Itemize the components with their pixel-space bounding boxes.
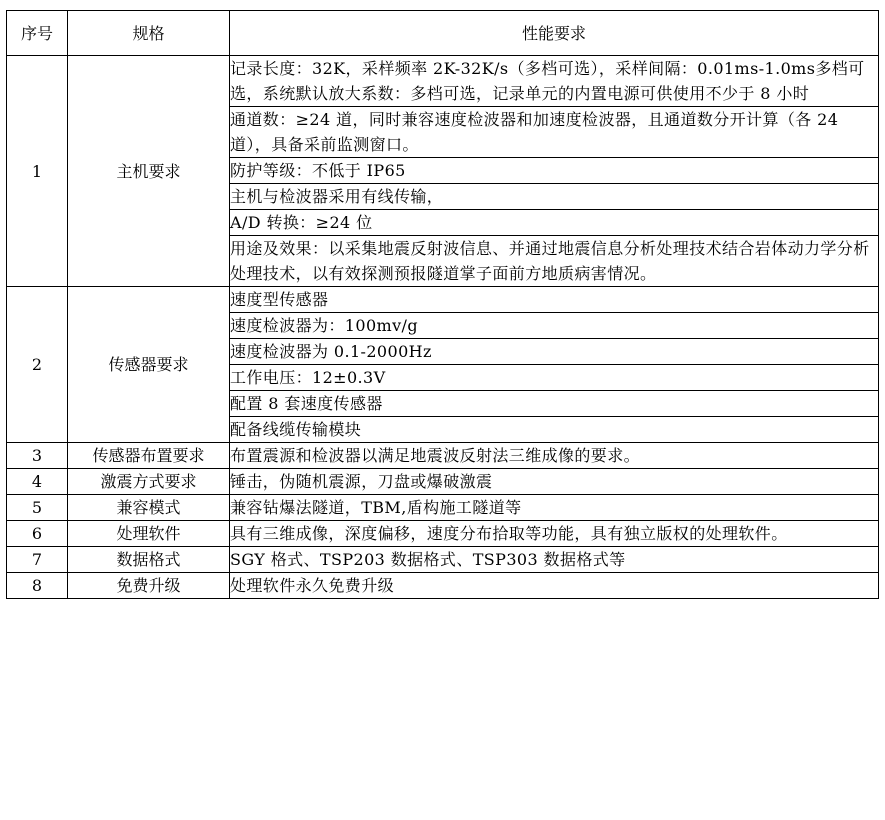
spec-table (6, 10, 879, 599)
spec-name: 数据格式 (68, 547, 230, 573)
row-index: 3 (7, 443, 68, 469)
table-row (7, 287, 879, 313)
spec-name: 主机要求 (68, 56, 230, 287)
table-row (7, 56, 879, 107)
requirement-text: 工作电压：12±0.3V (230, 365, 879, 391)
requirement-text: 主机与检波器采用有线传输， (230, 184, 879, 210)
row-index: 6 (7, 521, 68, 547)
spec-name: 传感器布置要求 (68, 443, 230, 469)
row-index: 1 (7, 56, 68, 287)
requirement-text: 防护等级：不低于 IP65 (230, 158, 879, 184)
requirement-text: 速度检波器为 0.1-2000Hz (230, 339, 879, 365)
spec-table-body (7, 56, 879, 599)
table-row (7, 573, 879, 599)
table-row (7, 521, 879, 547)
requirement-text: 配置 8 套速度传感器 (230, 391, 879, 417)
requirement-text: 速度检波器为：100mv/g (230, 313, 879, 339)
requirement-text: 速度型传感器 (230, 287, 879, 313)
table-row (7, 443, 879, 469)
row-index: 4 (7, 469, 68, 495)
requirement-text: 用途及效果：以采集地震反射波信息、并通过地震信息分析处理技术结合岩体动力学分析处理技术，以有效探测预报隧道掌子面前方地质病害情况。 (230, 236, 879, 287)
spec-name: 激震方式要求 (68, 469, 230, 495)
table-row (7, 469, 879, 495)
requirement-text: 记录长度：32K，采样频率 2K-32K/s（多档可选），采样间隔：0.01ms-1.0ms多档可选，系统默认放大系数：多档可选，记录单元的内置电源可供使用不少于 8 小时 (230, 56, 879, 107)
spec-name: 传感器要求 (68, 287, 230, 443)
table-row (7, 495, 879, 521)
table-row (7, 547, 879, 573)
requirement-text: 通道数：≥24 道，同时兼容速度检波器和加速度检波器，且通道数分开计算（各 24 道），具备采前监测窗口。 (230, 107, 879, 158)
requirement-text: 兼容钻爆法隧道，TBM,盾构施工隧道等 (230, 495, 879, 521)
spec-name: 处理软件 (68, 521, 230, 547)
spec-name: 免费升级 (68, 573, 230, 599)
requirement-text: A/D 转换：≥24 位 (230, 210, 879, 236)
row-index: 5 (7, 495, 68, 521)
row-index: 2 (7, 287, 68, 443)
requirement-text: SGY 格式、TSP203 数据格式、TSP303 数据格式等 (230, 547, 879, 573)
row-index: 7 (7, 547, 68, 573)
requirement-text: 锤击，伪随机震源，刀盘或爆破激震 (230, 469, 879, 495)
header-spec: 规格 (68, 11, 230, 56)
header-requirements: 性能要求 (230, 11, 879, 56)
requirement-text: 具有三维成像，深度偏移，速度分布拾取等功能，具有独立版权的处理软件。 (230, 521, 879, 547)
header-index: 序号 (7, 11, 68, 56)
row-index: 8 (7, 573, 68, 599)
spec-name: 兼容模式 (68, 495, 230, 521)
requirement-text: 布置震源和检波器以满足地震波反射法三维成像的要求。 (230, 443, 879, 469)
requirement-text: 配备线缆传输模块 (230, 417, 879, 443)
requirement-text: 处理软件永久免费升级 (230, 573, 879, 599)
header-row (7, 11, 879, 56)
